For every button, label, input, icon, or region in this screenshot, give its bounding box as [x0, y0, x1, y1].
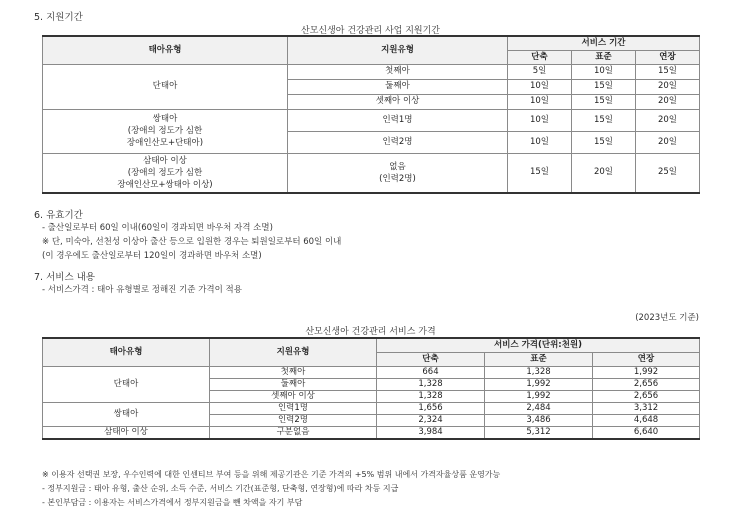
header-short: 단축: [508, 50, 572, 64]
extended-cell: 20일: [636, 109, 700, 131]
standard-cell: 1,992: [485, 390, 593, 402]
header-standard: 표준: [572, 50, 636, 64]
table-row: [43, 366, 700, 378]
support-cell: 첫째아: [288, 64, 508, 79]
header-support: 지원유형: [288, 36, 508, 64]
section-7-heading: 7. 서비스 내용: [34, 272, 95, 283]
standard-cell: 10일: [572, 64, 636, 79]
standard-cell: 5,312: [485, 426, 593, 439]
section-5-heading: 5. 지원기간: [34, 12, 83, 23]
short-cell: 664: [377, 366, 485, 378]
section-6-heading: 6. 유효기간: [34, 210, 83, 221]
price-caption: 산모신생아 건강관리 서비스 가격: [305, 327, 436, 337]
short-cell: 10일: [508, 131, 572, 153]
type-triplets: [43, 153, 288, 193]
header-period: 서비스 기간: [508, 36, 700, 50]
extended-cell: 2,656: [593, 390, 700, 402]
short-cell: 1,328: [377, 390, 485, 402]
type-label-line: 장애인산모+단태아): [126, 138, 204, 148]
type-twins: [43, 109, 288, 153]
price-note: ※ 이용자 선택권 보장, 우수인력에 대한 인센티브 부여 등을 위해 제공기관은 기준 가격의 +5% 범위 내에서 가격자율상품 운영가능: [42, 470, 501, 479]
support-cell: 둘째아: [288, 79, 508, 94]
short-cell: 10일: [508, 109, 572, 131]
header-short: 단축: [377, 352, 485, 366]
header-type: 태아유형: [43, 338, 210, 366]
support-cell: [288, 153, 508, 193]
header-standard: 표준: [485, 352, 593, 366]
table-row: [43, 109, 700, 131]
standard-cell: 1,328: [485, 366, 593, 378]
support-cell: 인력1명: [210, 402, 377, 414]
short-cell: 15일: [508, 153, 572, 193]
support-cell: 둘째아: [210, 378, 377, 390]
support-cell: 첫째아: [210, 366, 377, 378]
support-cell: 구분없음: [210, 426, 377, 439]
extended-cell: 20일: [636, 79, 700, 94]
table-row: [43, 64, 700, 79]
type-label-line: 쌍태아: [152, 114, 178, 124]
extended-cell: 6,640: [593, 426, 700, 439]
table-row: [43, 426, 700, 439]
header-type: 태아유형: [43, 36, 288, 64]
support-cell: 셋째아 이상: [288, 94, 508, 109]
short-cell: 10일: [508, 94, 572, 109]
header-support: 지원유형: [210, 338, 377, 366]
short-cell: 1,656: [377, 402, 485, 414]
header-extended: 연장: [636, 50, 700, 64]
type-label-line: (장애의 정도가 심한: [127, 126, 203, 136]
price-note: - 정부지원금 : 태아 유형, 출산 순위, 소득 수준, 서비스 기간(표준형, 단축형, 연장형)에 따라 차등 지급: [42, 484, 399, 493]
short-cell: 3,984: [377, 426, 485, 439]
support-period-caption: 산모신생아 건강관리 사업 지원기간: [301, 26, 440, 36]
type-label-line: 장애인산모+쌍태아 이상): [117, 179, 213, 190]
validity-line: ※ 단, 미숙아, 선천성 이상아 출산 등으로 입원한 경우는 퇴원일로부터 60일 이내: [42, 237, 342, 247]
support-cell: 인력2명: [288, 131, 508, 153]
header-extended: 연장: [593, 352, 700, 366]
support-line: 없음: [389, 161, 406, 172]
validity-line: (이 경우에도 출산일로부터 120일이 경과하면 바우처 소멸): [42, 251, 262, 261]
short-cell: 5일: [508, 64, 572, 79]
support-cell: 인력1명: [288, 109, 508, 131]
support-line: (인력2명): [379, 173, 416, 184]
type-label-line: 삼태아 이상: [143, 155, 187, 166]
support-cell: 셋째아 이상: [210, 390, 377, 402]
standard-cell: 15일: [572, 94, 636, 109]
extended-cell: 15일: [636, 64, 700, 79]
extended-cell: 3,312: [593, 402, 700, 414]
table-row: [43, 402, 700, 414]
standard-cell: 3,486: [485, 414, 593, 426]
type-single: 단태아: [43, 64, 288, 109]
type-label-line: (장애의 정도가 심한: [127, 167, 203, 178]
service-line: - 서비스가격 : 태아 유형별로 정해진 기준 가격이 적용: [42, 285, 242, 295]
type-triplets: 삼태아 이상: [43, 426, 210, 439]
short-cell: 2,324: [377, 414, 485, 426]
standard-cell: 2,484: [485, 402, 593, 414]
extended-cell: 20일: [636, 94, 700, 109]
standard-cell: 20일: [572, 153, 636, 193]
extended-cell: 20일: [636, 131, 700, 153]
standard-cell: 15일: [572, 109, 636, 131]
standard-cell: 15일: [572, 131, 636, 153]
price-basis: (2023년도 기준): [635, 313, 699, 323]
price-table: [42, 337, 700, 440]
support-period-table: [42, 35, 700, 194]
standard-cell: 1,992: [485, 378, 593, 390]
extended-cell: 4,648: [593, 414, 700, 426]
short-cell: 1,328: [377, 378, 485, 390]
standard-cell: 15일: [572, 79, 636, 94]
support-cell: 인력2명: [210, 414, 377, 426]
price-note: - 본인부담금 : 이용자는 서비스가격에서 정부지원금을 뺀 차액을 자기 부담: [42, 498, 303, 507]
extended-cell: 25일: [636, 153, 700, 193]
type-twins: 쌍태아: [43, 402, 210, 426]
extended-cell: 2,656: [593, 378, 700, 390]
short-cell: 10일: [508, 79, 572, 94]
table-row: [43, 153, 700, 193]
extended-cell: 1,992: [593, 366, 700, 378]
header-price: 서비스 가격(단위:천원): [377, 338, 700, 352]
type-single: 단태아: [43, 366, 210, 402]
validity-line: - 출산일로부터 60일 이내(60일이 경과되면 바우처 자격 소멸): [42, 223, 273, 233]
